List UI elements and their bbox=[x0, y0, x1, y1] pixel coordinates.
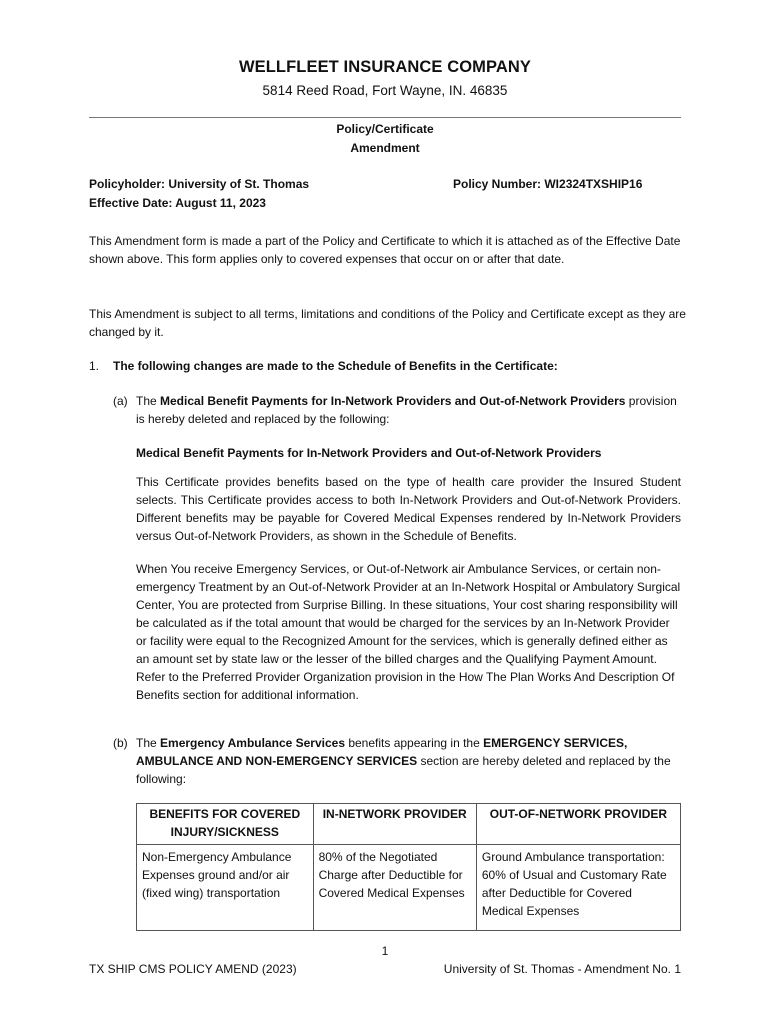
policyholder: Policyholder: University of St. Thomas bbox=[89, 177, 310, 191]
footer-form-id: TX SHIP CMS POLICY AMEND (2023) bbox=[89, 962, 297, 976]
subsection-a-text: The Medical Benefit Payments for In-Network Providers and Out-of-Network Providers provision is hereby deleted and replaced by the following: bbox=[136, 394, 677, 426]
table-header-in-network: IN-NETWORK PROVIDER bbox=[313, 804, 476, 845]
header-divider bbox=[89, 117, 681, 118]
medical-benefit-heading: Medical Benefit Payments for In-Network Providers and Out-of-Network Providers bbox=[136, 446, 602, 460]
policy-number: Policy Number: WI2324TXSHIP16 bbox=[453, 177, 643, 191]
benefits-table bbox=[136, 803, 681, 931]
subsection-a-label: (a) bbox=[113, 394, 128, 408]
table-header-out-of-network: OUT-OF-NETWORK PROVIDER bbox=[476, 804, 680, 845]
medical-benefit-paragraph-2: When You receive Emergency Services, or Out-of-Network air Ambulance Services, or certain non-emergency Treatment by an Out-of-Network Provider at an In-Network Hospital or Ambulatory Surgical Center, You are protected from Surprise Billing. In these situations, Your cost sharing responsibility will be calculated as if the total amount that would be charged for the services by an In-Network Provider or facility were equal to the Recognized Amount for the services, which is generally defined either as an amount set by state law or the lesser of the billed charges and the Qualifying Payment Amount. Refer to the Preferred Provider Organization provision in the How The Plan Works And Description Of Benefits section for additional information. bbox=[136, 562, 681, 702]
intro-paragraph-2: This Amendment is subject to all terms, limitations and conditions of the Policy and Certificate except as they are changed by it. bbox=[89, 307, 686, 339]
footer-amendment-label: University of St. Thomas - Amendment No. 1 bbox=[443, 962, 681, 976]
table-header-row bbox=[137, 804, 681, 845]
table-cell-out-of-network: Ground Ambulance transportation: 60% of Usual and Customary Rate after Deductible for Covered Medical Expenses bbox=[476, 845, 680, 931]
company-address: 5814 Reed Road, Fort Wayne, IN. 46835 bbox=[262, 83, 508, 98]
table-row bbox=[137, 845, 681, 931]
page-number: 1 bbox=[381, 944, 389, 958]
company-name: WELLFLEET INSURANCE COMPANY bbox=[238, 58, 532, 76]
table-header-benefits: BENEFITS FOR COVERED INJURY/SICKNESS bbox=[137, 804, 314, 845]
document-title bbox=[0, 120, 770, 158]
table-cell-benefit: Non-Emergency Ambulance Expenses ground and/or air (fixed wing) transportation bbox=[137, 845, 314, 931]
effective-date: Effective Date: August 11, 2023 bbox=[89, 196, 266, 210]
document-title-line1: Policy/Certificate bbox=[336, 122, 434, 136]
intro-paragraph-1: This Amendment form is made a part of the Policy and Certificate to which it is attached as of the Effective Date shown above. This form applies only to covered expenses that occur on or after that date. bbox=[89, 234, 681, 266]
section-1-number: 1. bbox=[89, 359, 100, 373]
subsection-b-text: The Emergency Ambulance Services benefits appearing in the EMERGENCY SERVICES, AMBULANCE AND NON-EMERGENCY SERVICES section are hereby deleted and replaced by the following: bbox=[136, 736, 671, 786]
table-cell-in-network: 80% of the Negotiated Charge after Deductible for Covered Medical Expenses bbox=[313, 845, 476, 931]
section-1-heading: The following changes are made to the Schedule of Benefits in the Certificate: bbox=[113, 359, 558, 373]
medical-benefit-paragraph-1: This Certificate provides benefits based on the type of health care provider the Insured Student selects. This Certificate provides access to both In-Network Providers and Out-of-Network Providers. Different benefits may be payable for Covered Medical Expenses rendered by In-Network Providers versus Out-of-Network Providers, as shown in the Schedule of Benefits. bbox=[136, 475, 681, 543]
subsection-b-label: (b) bbox=[113, 736, 128, 750]
document-title-line2: Amendment bbox=[350, 141, 420, 155]
